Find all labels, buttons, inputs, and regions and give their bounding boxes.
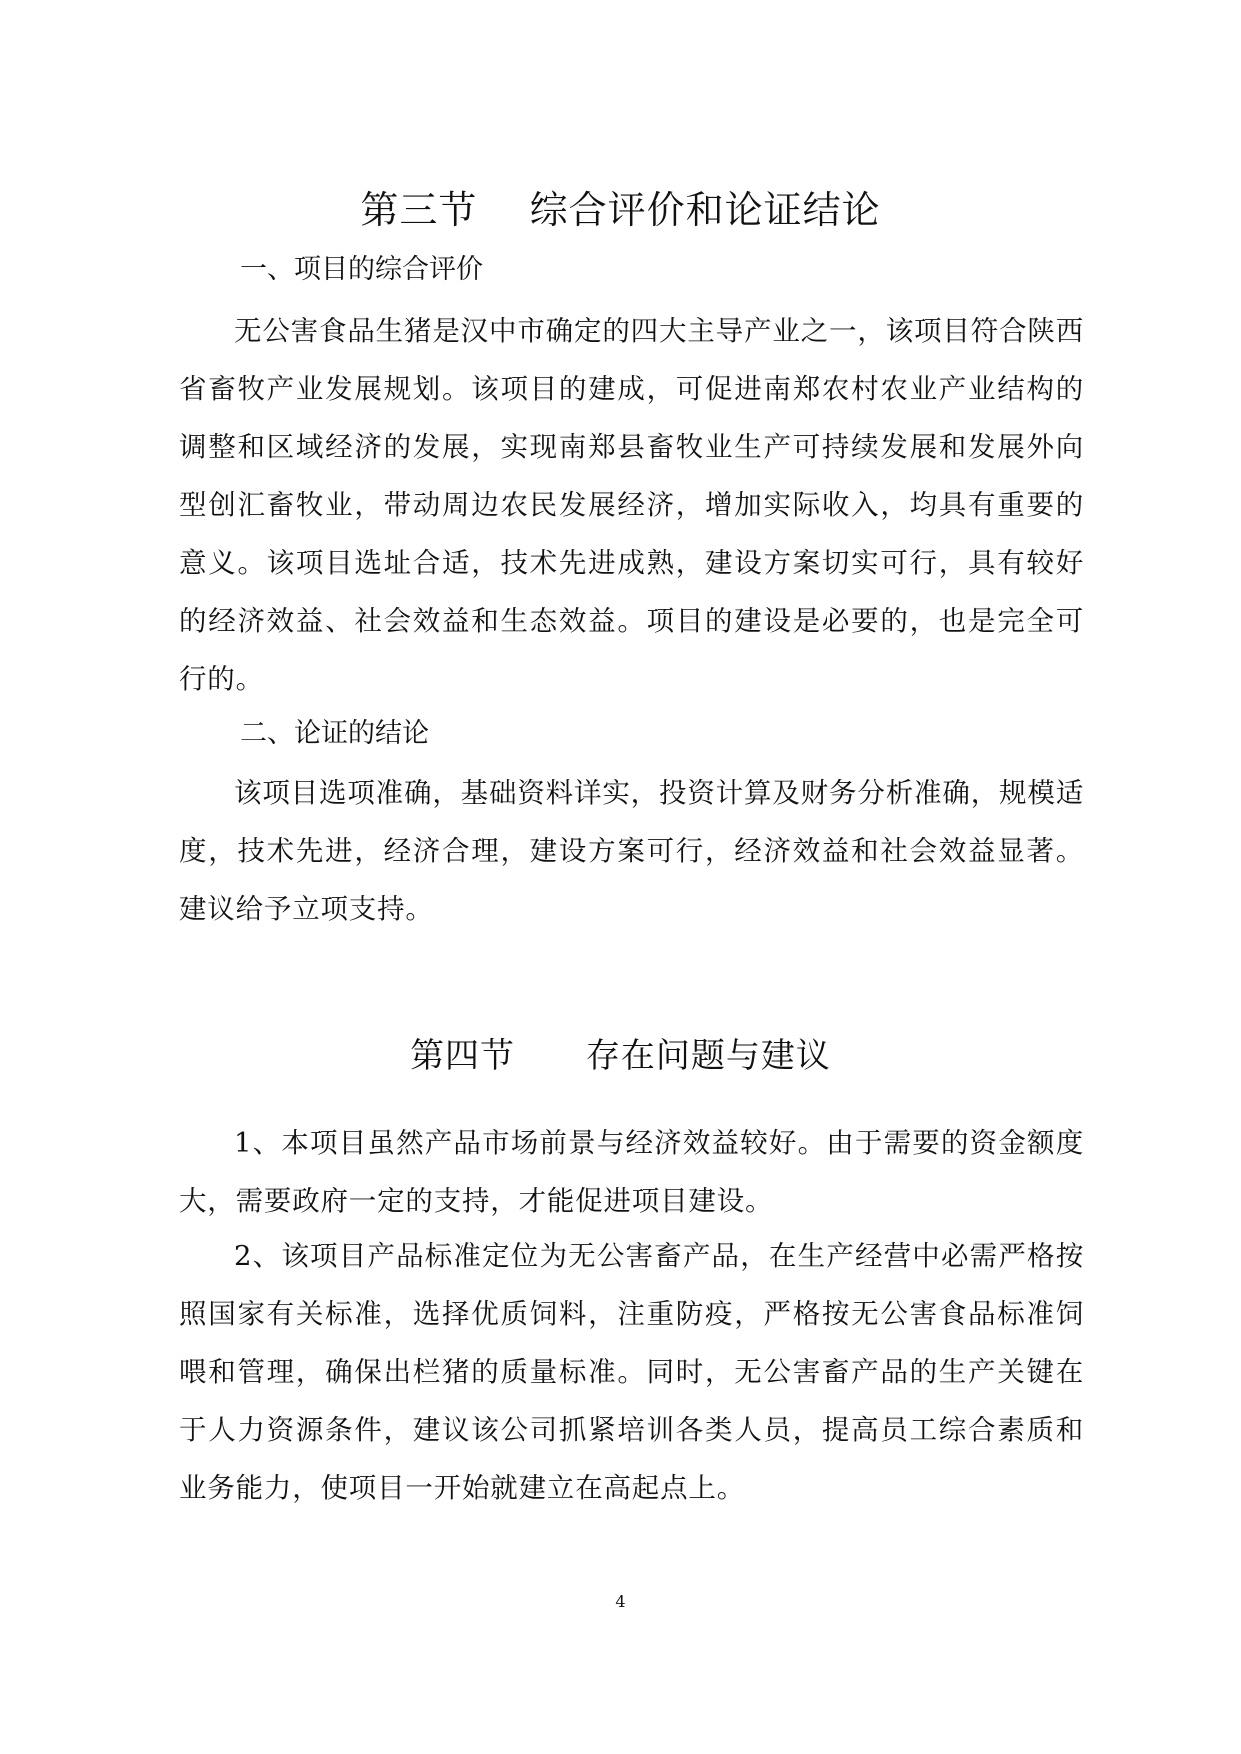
section-3-heading-conclusion: 二、论证的结论	[240, 718, 429, 749]
section-3-heading-overall-evaluation: 一、项目的综合评价	[240, 254, 483, 285]
section-4-item-2: 2、该项目产品标准定位为无公害畜产品，在生产经营中必需严格按照国家有关标准，选择优质饲料，注重防疫，严格按无公害食品标准饲喂和管理，确保出栏猪的质量标准。同时，无公害畜产品的生产关键在于人力资源条件，建议该公司抓紧培训各类人员，提高员工综合素质和业务能力，使项目一开始就建立在高起点上。	[179, 1240, 1084, 1504]
section-3-title: 第三节 综合评价和论证结论	[360, 188, 881, 232]
page-number: 4	[615, 1592, 626, 1611]
section-4-title: 第四节 存在问题与建议	[410, 1036, 831, 1076]
section-4-item-1: 1、本项目虽然产品市场前景与经济效益较好。由于需要的资金额度大，需要政府一定的支持，才能促进项目建设。	[179, 1127, 1084, 1217]
section-3-paragraph-evaluation: 无公害食品生猪是汉中市确定的四大主导产业之一，该项目符合陕西省畜牧产业发展规划。该项目的建成，可促进南郑农村农业产业结构的调整和区域经济的发展，实现南郑县畜牧业生产可持续发展和发展外向型创汇畜牧业，带动周边农民发展经济，增加实际收入，均具有重要的意义。该项目选址合适，技术先进成熟，建设方案切实可行，具有较好的经济效益、社会效益和生态效益。项目的建设是必要的，也是完全可行的。	[179, 315, 1084, 695]
section-3-paragraph-conclusion: 该项目选项准确，基础资料详实，投资计算及财务分析准确，规模适度，技术先进，经济合理，建设方案可行，经济效益和社会效益显著。建议给予立项支持。	[179, 777, 1084, 925]
